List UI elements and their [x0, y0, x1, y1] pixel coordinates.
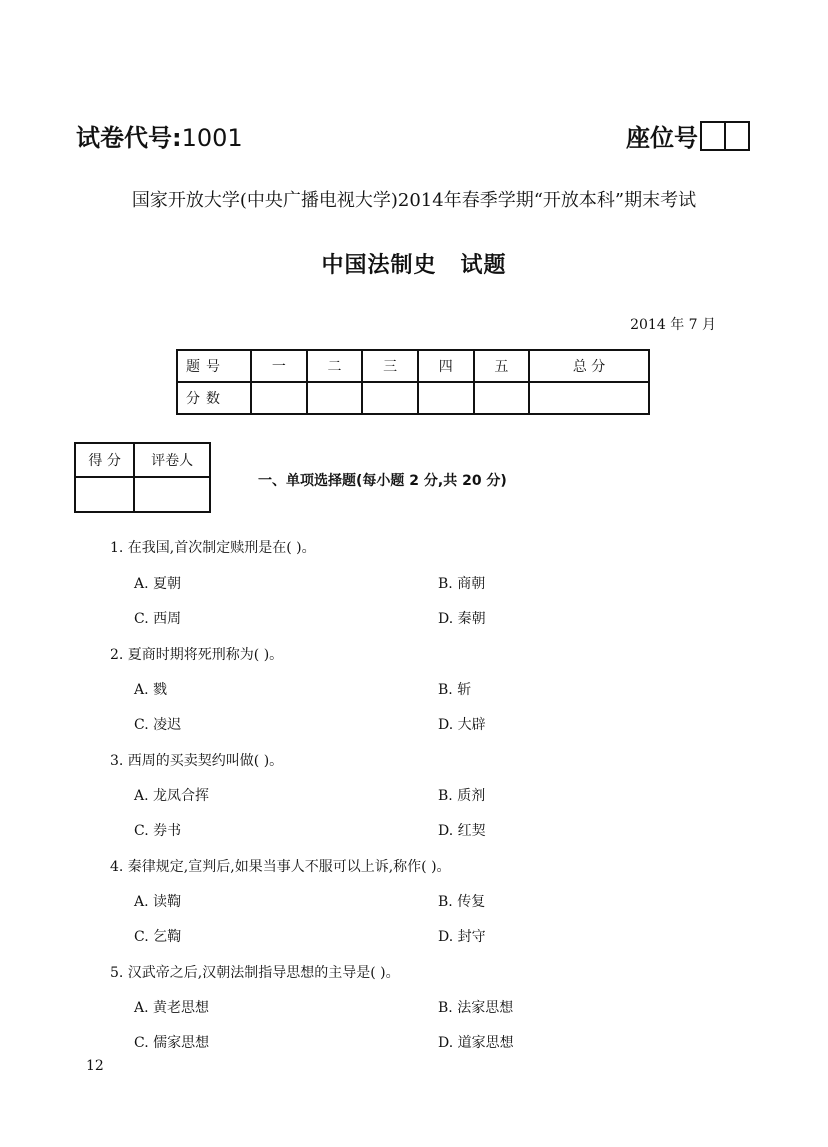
- section-score-cell[interactable]: [75, 477, 134, 512]
- score-column-header: 总 分: [529, 350, 649, 382]
- grader-table-header-row: [75, 443, 210, 477]
- exam-title: 国家开放大学(中央广播电视大学)2014年春季学期“开放本科”期末考试: [131, 190, 697, 211]
- question-2: 2. 夏商时期将死刑称为( )。: [110, 647, 284, 663]
- option-a[interactable]: A. 龙凤合挥: [134, 788, 210, 804]
- option-d[interactable]: D. 大辟: [438, 717, 486, 733]
- paper-code-label: 试卷代号:: [76, 124, 182, 152]
- score-cell[interactable]: [418, 382, 474, 414]
- grader-table-entry-row: [75, 477, 210, 512]
- score-column-header: 一: [251, 350, 307, 382]
- seat-boxes: [700, 121, 750, 151]
- option-c[interactable]: C. 券书: [134, 823, 182, 839]
- seat-label: 座位号: [626, 124, 698, 152]
- score-column-header: 三: [362, 350, 418, 382]
- subject-suffix: 试题: [460, 253, 507, 278]
- question-number-header: 题号: [177, 350, 251, 382]
- section-score-label: 得 分: [75, 443, 134, 477]
- score-cell[interactable]: [307, 382, 363, 414]
- grader-cell[interactable]: [134, 477, 210, 512]
- question-5: 5. 汉武帝之后,汉朝法制指导思想的主导是( )。: [110, 965, 400, 981]
- option-a[interactable]: A. 读鞫: [134, 894, 182, 910]
- seat-number: [626, 118, 750, 153]
- option-c[interactable]: C. 西周: [134, 611, 182, 627]
- seat-box[interactable]: [726, 121, 750, 151]
- grader-label: 评卷人: [134, 443, 210, 477]
- score-table: [176, 349, 650, 415]
- option-b[interactable]: B. 质剂: [438, 788, 486, 804]
- option-b[interactable]: B. 传复: [438, 894, 486, 910]
- section-title: 一、单项选择题(每小题 2 分,共 20 分): [258, 473, 507, 489]
- score-cell[interactable]: [474, 382, 530, 414]
- option-d[interactable]: D. 道家思想: [438, 1035, 514, 1051]
- option-b[interactable]: B. 法家思想: [438, 1000, 514, 1016]
- question-3: 3. 西周的买卖契约叫做( )。: [110, 753, 284, 769]
- option-a[interactable]: A. 黄老思想: [134, 1000, 210, 1016]
- option-d[interactable]: D. 秦朝: [438, 611, 486, 627]
- question-1: 1. 在我国,首次制定赎刑是在( )。: [110, 540, 316, 556]
- score-table-score-row: [177, 382, 649, 414]
- page-number: 12: [86, 1058, 104, 1074]
- option-a[interactable]: A. 夏朝: [134, 576, 182, 592]
- option-d[interactable]: D. 红契: [438, 823, 486, 839]
- question-4: 4. 秦律规定,宣判后,如果当事人不服可以上诉,称作( )。: [110, 859, 451, 875]
- score-table-header-row: [177, 350, 649, 382]
- option-b[interactable]: B. 商朝: [438, 576, 486, 592]
- subject-name: 中国法制史: [321, 253, 437, 278]
- score-column-header: 二: [307, 350, 363, 382]
- score-column-header: 四: [418, 350, 474, 382]
- option-d[interactable]: D. 封守: [438, 929, 486, 945]
- subject-title: [0, 248, 828, 279]
- grader-table: [74, 442, 211, 513]
- score-cell[interactable]: [362, 382, 418, 414]
- option-c[interactable]: C. 乞鞫: [134, 929, 182, 945]
- seat-box[interactable]: [700, 121, 726, 151]
- option-a[interactable]: A. 戮: [134, 682, 168, 698]
- paper-code-value: 1001: [181, 124, 243, 152]
- paper-code: [76, 118, 243, 153]
- option-c[interactable]: C. 凌迟: [134, 717, 182, 733]
- score-cell[interactable]: [251, 382, 307, 414]
- option-c[interactable]: C. 儒家思想: [134, 1035, 210, 1051]
- option-b[interactable]: B. 斩: [438, 682, 472, 698]
- exam-date: 2014 年 7 月: [630, 317, 716, 333]
- score-row-header: 分数: [177, 382, 251, 414]
- score-cell[interactable]: [529, 382, 649, 414]
- score-column-header: 五: [474, 350, 530, 382]
